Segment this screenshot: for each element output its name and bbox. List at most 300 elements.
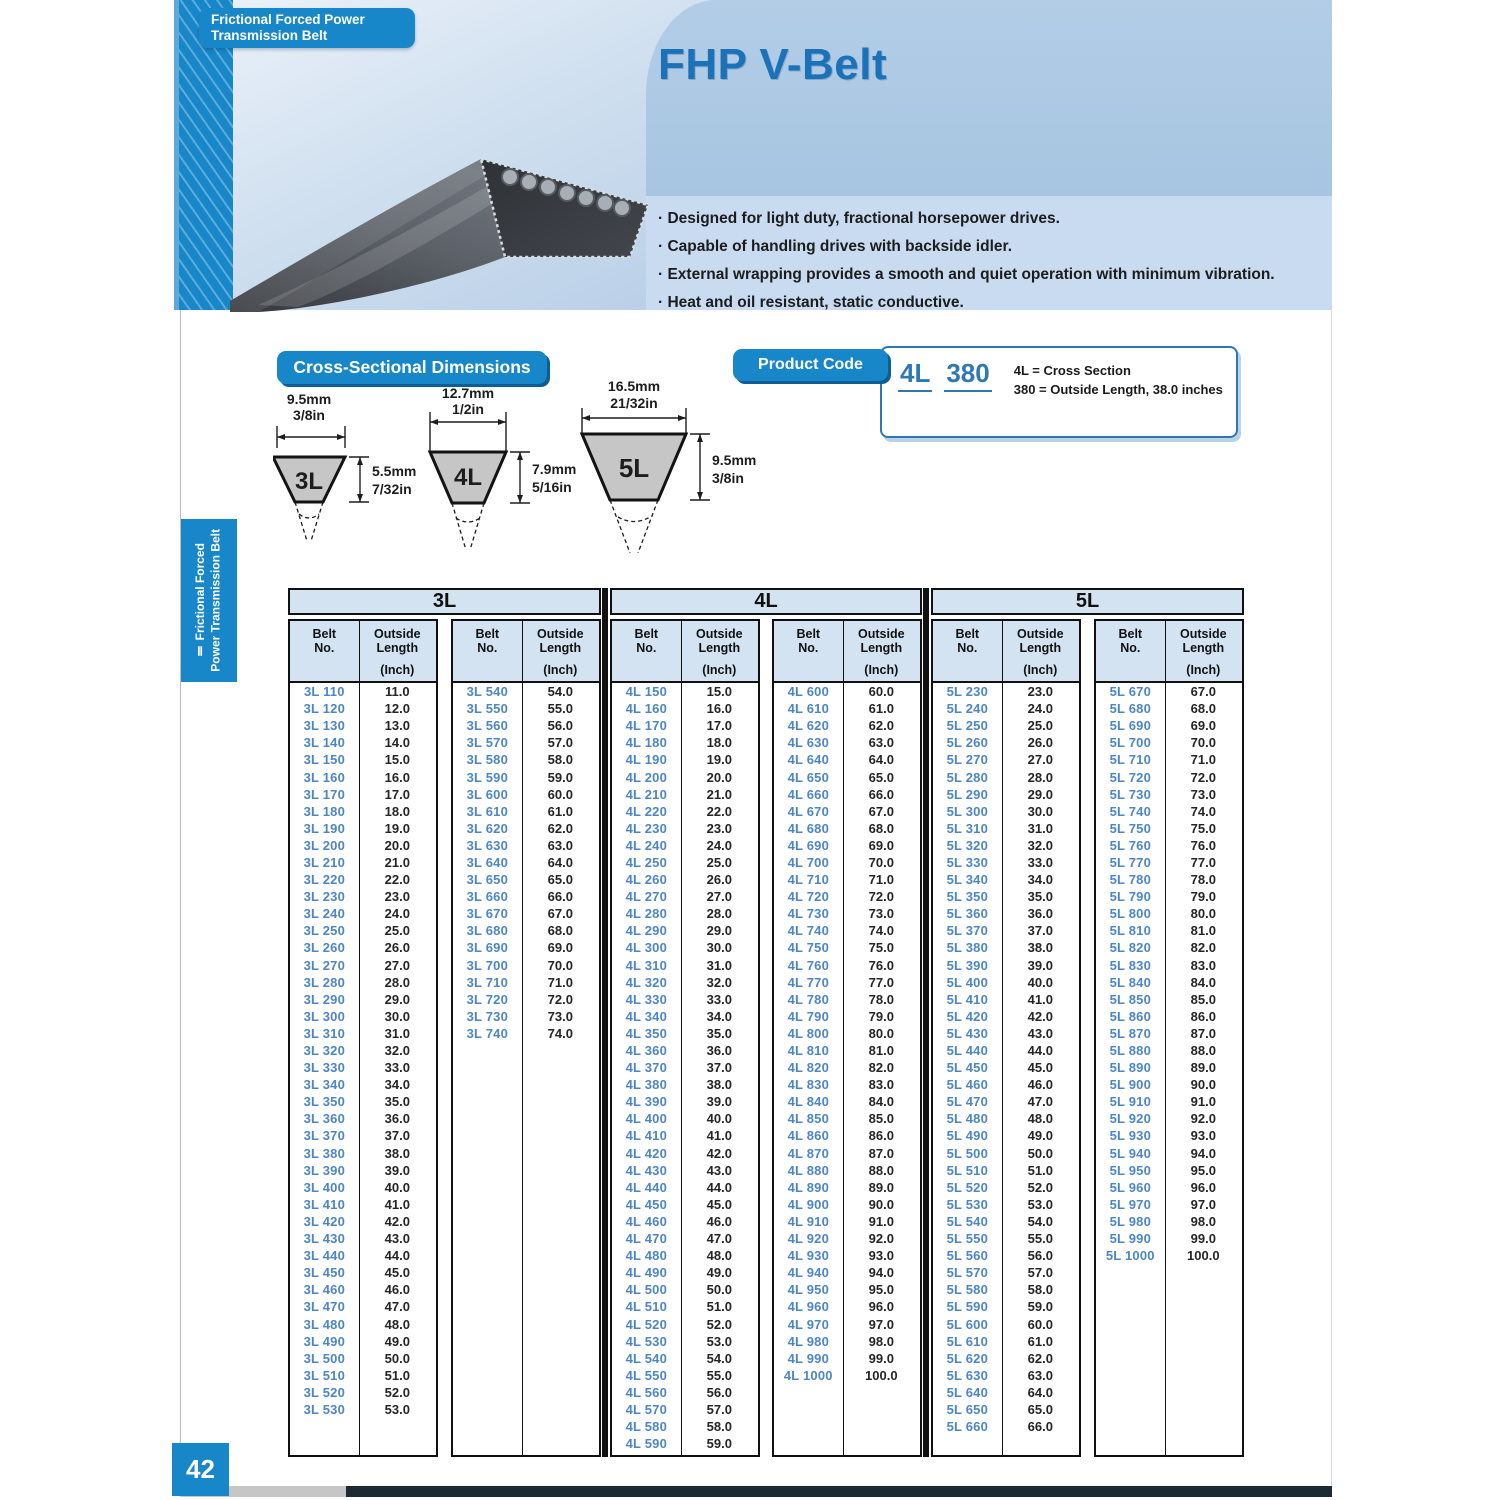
table-row bbox=[1096, 974, 1242, 991]
belt-no-cell: 5L 520 bbox=[946, 1179, 989, 1195]
outside-length-cell: 95.0 bbox=[868, 1282, 894, 1298]
belt-no-cell: 3L 320 bbox=[303, 1043, 346, 1059]
outside-length-cell: 92.0 bbox=[1190, 1111, 1216, 1127]
outside-length-cell: 47.0 bbox=[706, 1231, 732, 1247]
outside-length-cell: 21.0 bbox=[384, 854, 410, 870]
profile-label: 4L bbox=[453, 464, 483, 491]
page-title: FHP V-Belt bbox=[658, 40, 888, 89]
belt-no-cell: 4L 610 bbox=[787, 701, 830, 717]
table-row bbox=[774, 820, 920, 837]
belt-no-cell: 5L 600 bbox=[946, 1316, 989, 1332]
table-row bbox=[1096, 905, 1242, 922]
outside-length-cell: 33.0 bbox=[1027, 854, 1053, 870]
table-row bbox=[453, 717, 599, 734]
belt-no-cell: 5L 720 bbox=[1109, 769, 1152, 785]
belt-no-cell: 3L 640 bbox=[466, 854, 509, 870]
belt-no-cell: 3L 280 bbox=[303, 974, 346, 990]
outside-length-cell: 65.0 bbox=[1027, 1401, 1053, 1417]
belt-no-cell: 5L 860 bbox=[1109, 1008, 1152, 1024]
table-row bbox=[290, 1264, 436, 1281]
belt-no-cell: 3L 170 bbox=[303, 786, 346, 802]
belt-no-cell: 4L 250 bbox=[625, 854, 668, 870]
table-row bbox=[612, 1127, 758, 1144]
belt-no-cell: 4L 410 bbox=[625, 1128, 668, 1144]
belt-no-cell: 5L 660 bbox=[946, 1419, 989, 1435]
outside-length-cell: 84.0 bbox=[1190, 974, 1216, 990]
table-row bbox=[290, 1145, 436, 1162]
outside-length-cell: 45.0 bbox=[1027, 1060, 1053, 1076]
belt-no-cell: 3L 440 bbox=[303, 1248, 346, 1264]
table-row bbox=[774, 786, 920, 803]
belt-no-cell: 5L 250 bbox=[946, 718, 989, 734]
table-row bbox=[1096, 871, 1242, 888]
outside-length-cell: 66.0 bbox=[1027, 1419, 1053, 1435]
table-row bbox=[933, 1418, 1079, 1435]
outside-length-cell: 62.0 bbox=[868, 718, 894, 734]
width-mm-label: 12.7mm bbox=[441, 385, 495, 401]
feature-bullet: · Heat and oil resistant, static conductive. bbox=[658, 289, 1332, 317]
outside-length-cell: 78.0 bbox=[1190, 872, 1216, 888]
table-row bbox=[290, 1315, 436, 1332]
table-row bbox=[612, 1264, 758, 1281]
outside-length-cell: 85.0 bbox=[1190, 991, 1216, 1007]
table-row bbox=[933, 1384, 1079, 1401]
outside-length-cell: 90.0 bbox=[868, 1196, 894, 1212]
outside-length-cell: 58.0 bbox=[1027, 1282, 1053, 1298]
outside-length-cell: 30.0 bbox=[1027, 803, 1053, 819]
belt-no-cell: 5L 550 bbox=[946, 1231, 989, 1247]
table-row bbox=[774, 1162, 920, 1179]
table-row bbox=[290, 957, 436, 974]
table-row bbox=[774, 1127, 920, 1144]
outside-length-cell: 70.0 bbox=[547, 957, 573, 973]
table-row bbox=[612, 1196, 758, 1213]
table-row bbox=[933, 1110, 1079, 1127]
belt-no-cell: 4L 980 bbox=[787, 1333, 830, 1349]
column-divider bbox=[359, 621, 361, 1455]
table-row bbox=[612, 700, 758, 717]
product-code-legend bbox=[1014, 361, 1223, 399]
belt-no-cell: 4L 380 bbox=[625, 1077, 668, 1093]
outside-length-cell: 50.0 bbox=[1027, 1145, 1053, 1161]
width-in-label: 21/32in bbox=[610, 395, 658, 411]
outside-length-cell: 68.0 bbox=[547, 923, 573, 939]
outside-length-cell: 55.0 bbox=[1027, 1231, 1053, 1247]
table-row bbox=[612, 1145, 758, 1162]
cross-section-heading: Cross-Sectional Dimensions bbox=[277, 351, 547, 384]
table-row bbox=[612, 1247, 758, 1264]
belt-no-cell: 3L 630 bbox=[466, 837, 509, 853]
belt-no-cell: 4L 880 bbox=[787, 1162, 830, 1178]
outside-length-cell: 56.0 bbox=[706, 1384, 732, 1400]
outside-length-cell: 36.0 bbox=[384, 1111, 410, 1127]
belt-no-cell: 4L 190 bbox=[625, 752, 668, 768]
height-in-label: 3/8in bbox=[712, 470, 744, 486]
belt-no-cell: 3L 470 bbox=[303, 1299, 346, 1315]
table-row bbox=[612, 1350, 758, 1367]
table-row bbox=[290, 854, 436, 871]
belt-no-cell: 4L 310 bbox=[625, 957, 668, 973]
belt-no-cell: 5L 560 bbox=[946, 1248, 989, 1264]
belt-no-cell: 4L 470 bbox=[625, 1231, 668, 1247]
belt-no-cell: 5L 280 bbox=[946, 769, 989, 785]
table-row bbox=[1096, 957, 1242, 974]
belt-no-cell: 4L 890 bbox=[787, 1179, 830, 1195]
table-row bbox=[612, 1093, 758, 1110]
belt-no-cell: 4L 990 bbox=[787, 1350, 830, 1366]
belt-no-cell: 3L 610 bbox=[466, 803, 509, 819]
table-row bbox=[774, 1333, 920, 1350]
outside-length-cell: 77.0 bbox=[868, 974, 894, 990]
outside-length-cell: 27.0 bbox=[1027, 752, 1053, 768]
outside-length-cell: 41.0 bbox=[1027, 991, 1053, 1007]
belt-no-cell: 4L 760 bbox=[787, 957, 830, 973]
belt-no-cell: 5L 880 bbox=[1109, 1043, 1152, 1059]
outside-length-cell: 64.0 bbox=[1027, 1384, 1053, 1400]
outside-length-cell: 31.0 bbox=[706, 957, 732, 973]
table-row bbox=[774, 837, 920, 854]
table-row bbox=[933, 1179, 1079, 1196]
table-row bbox=[1096, 768, 1242, 785]
outside-length-cell: 81.0 bbox=[868, 1043, 894, 1059]
outside-length-cell: 86.0 bbox=[868, 1128, 894, 1144]
outside-length-cell: 59.0 bbox=[706, 1436, 732, 1452]
outside-length-cell: 97.0 bbox=[1190, 1196, 1216, 1212]
table-row bbox=[1096, 888, 1242, 905]
outside-length-cell: 43.0 bbox=[706, 1162, 732, 1178]
outside-length-cell: 51.0 bbox=[706, 1299, 732, 1315]
table-row bbox=[612, 939, 758, 956]
belt-no-cell: 4L 850 bbox=[787, 1111, 830, 1127]
outside-length-cell: 54.0 bbox=[1027, 1213, 1053, 1229]
table-row bbox=[1096, 939, 1242, 956]
belt-no-cell: 5L 230 bbox=[946, 684, 989, 700]
belt-no-cell: 5L 910 bbox=[1109, 1094, 1152, 1110]
table-row bbox=[290, 1127, 436, 1144]
belt-no-cell: 3L 710 bbox=[466, 974, 509, 990]
table-row bbox=[612, 1042, 758, 1059]
table-row bbox=[933, 1230, 1079, 1247]
belt-no-cell: 3L 360 bbox=[303, 1111, 346, 1127]
table-row bbox=[1096, 1059, 1242, 1076]
table-row bbox=[453, 905, 599, 922]
table-row bbox=[933, 991, 1079, 1008]
outside-length-cell: 86.0 bbox=[1190, 1008, 1216, 1024]
table-row bbox=[1096, 1247, 1242, 1264]
outside-length-cell: 99.0 bbox=[868, 1350, 894, 1366]
outside-length-cell: 88.0 bbox=[1190, 1043, 1216, 1059]
belt-no-cell: 5L 470 bbox=[946, 1094, 989, 1110]
outside-length-cell: 41.0 bbox=[384, 1196, 410, 1212]
belt-no-cell: 5L 430 bbox=[946, 1025, 989, 1041]
belt-no-cell: 3L 330 bbox=[303, 1060, 346, 1076]
belt-tables bbox=[288, 588, 1244, 1457]
outside-length-cell: 18.0 bbox=[384, 803, 410, 819]
outside-length-cell: 29.0 bbox=[384, 991, 410, 1007]
belt-no-cell: 5L 790 bbox=[1109, 889, 1152, 905]
width-mm-label: 9.5mm bbox=[286, 391, 332, 407]
outside-length-cell: 79.0 bbox=[868, 1008, 894, 1024]
outside-length-cell: 28.0 bbox=[1027, 769, 1053, 785]
subtable-4l-1 bbox=[610, 619, 760, 1457]
table-row bbox=[453, 768, 599, 785]
table-row bbox=[612, 974, 758, 991]
outside-length-cell: 55.0 bbox=[547, 701, 573, 717]
belt-no-cell: 4L 830 bbox=[787, 1077, 830, 1093]
belt-no-cell: 3L 290 bbox=[303, 991, 346, 1007]
belt-no-cell: 5L 890 bbox=[1109, 1060, 1152, 1076]
outside-length-cell: 43.0 bbox=[1027, 1025, 1053, 1041]
table-row bbox=[933, 1264, 1079, 1281]
belt-no-cell: 4L 360 bbox=[625, 1043, 668, 1059]
outside-length-cell: 91.0 bbox=[868, 1213, 894, 1229]
belt-no-cell: 4L 340 bbox=[625, 1008, 668, 1024]
belt-no-cell: 5L 670 bbox=[1109, 684, 1152, 700]
belt-no-cell: 4L 860 bbox=[787, 1128, 830, 1144]
belt-no-cell: 4L 440 bbox=[625, 1179, 668, 1195]
table-row bbox=[612, 717, 758, 734]
table-row bbox=[453, 751, 599, 768]
outside-length-cell: 34.0 bbox=[1027, 872, 1053, 888]
outside-length-cell: 69.0 bbox=[547, 940, 573, 956]
belt-no-cell: 3L 230 bbox=[303, 889, 346, 905]
outside-length-cell: 22.0 bbox=[384, 872, 410, 888]
belt-no-cell: 3L 480 bbox=[303, 1316, 346, 1332]
belt-no-cell: 4L 910 bbox=[787, 1213, 830, 1229]
outside-length-cell: 19.0 bbox=[384, 820, 410, 836]
width-in-label: 3/8in bbox=[293, 407, 325, 423]
belt-no-cell: 4L 300 bbox=[625, 940, 668, 956]
belt-no-cell: 3L 420 bbox=[303, 1213, 346, 1229]
outside-length-cell: 71.0 bbox=[547, 974, 573, 990]
belt-no-cell: 4L 950 bbox=[787, 1282, 830, 1298]
table-row bbox=[453, 683, 599, 700]
height-mm-label: 5.5mm bbox=[372, 463, 417, 479]
table-row bbox=[612, 1367, 758, 1384]
belt-no-cell: 4L 920 bbox=[787, 1231, 830, 1247]
outside-length-cell: 17.0 bbox=[706, 718, 732, 734]
belt-no-cell: 5L 300 bbox=[946, 803, 989, 819]
table-row bbox=[453, 854, 599, 871]
outside-length-cell: 24.0 bbox=[384, 906, 410, 922]
outside-length-cell: 95.0 bbox=[1190, 1162, 1216, 1178]
outside-length-cell: 42.0 bbox=[1027, 1008, 1053, 1024]
outside-length-cell: 89.0 bbox=[868, 1179, 894, 1195]
table-row bbox=[290, 1179, 436, 1196]
table-row bbox=[453, 1025, 599, 1042]
table-row bbox=[933, 700, 1079, 717]
outside-length-cell: 63.0 bbox=[1027, 1367, 1053, 1383]
table-row bbox=[612, 734, 758, 751]
outside-length-cell: 49.0 bbox=[1027, 1128, 1053, 1144]
belt-no-cell: 3L 310 bbox=[303, 1025, 346, 1041]
subtable-3l-1 bbox=[288, 619, 438, 1457]
subtable-data bbox=[453, 683, 599, 1042]
belt-no-cell: 4L 660 bbox=[787, 786, 830, 802]
table-row bbox=[612, 957, 758, 974]
outside-length-cell: 26.0 bbox=[384, 940, 410, 956]
table-row bbox=[933, 905, 1079, 922]
table-row bbox=[933, 1008, 1079, 1025]
table-row bbox=[290, 905, 436, 922]
belt-no-cell: 5L 400 bbox=[946, 974, 989, 990]
table-row bbox=[933, 1042, 1079, 1059]
table-row bbox=[774, 1264, 920, 1281]
table-row bbox=[1096, 683, 1242, 700]
outside-length-cell: 96.0 bbox=[1190, 1179, 1216, 1195]
table-row bbox=[774, 683, 920, 700]
table-row bbox=[612, 854, 758, 871]
outside-length-cell: 44.0 bbox=[1027, 1043, 1053, 1059]
outside-length-cell: 20.0 bbox=[706, 769, 732, 785]
page-right-edge bbox=[1331, 310, 1332, 1486]
belt-no-cell: 4L 390 bbox=[625, 1094, 668, 1110]
belt-no-cell: 3L 690 bbox=[466, 940, 509, 956]
belt-no-cell: 4L 500 bbox=[625, 1282, 668, 1298]
outside-length-cell: 82.0 bbox=[1190, 940, 1216, 956]
outside-length-cell: 96.0 bbox=[868, 1299, 894, 1315]
outside-length-cell: 29.0 bbox=[1027, 786, 1053, 802]
belt-no-cell: 3L 540 bbox=[466, 684, 509, 700]
chapter-tab-line2: Power Transmission Belt bbox=[209, 529, 223, 672]
belt-no-cell: 5L 380 bbox=[946, 940, 989, 956]
outside-length-cell: 50.0 bbox=[706, 1282, 732, 1298]
outside-length-cell: 26.0 bbox=[706, 872, 732, 888]
table-row bbox=[612, 786, 758, 803]
belt-no-cell: 5L 740 bbox=[1109, 803, 1152, 819]
group-divider bbox=[923, 588, 929, 1457]
column-divider bbox=[1165, 621, 1167, 1455]
table-row bbox=[774, 871, 920, 888]
outside-length-cell: 66.0 bbox=[547, 889, 573, 905]
outside-length-cell: 19.0 bbox=[706, 752, 732, 768]
belt-no-cell: 4L 740 bbox=[787, 923, 830, 939]
belt-no-cell: 4L 540 bbox=[625, 1350, 668, 1366]
table-group-5l bbox=[931, 588, 1244, 1457]
table-row bbox=[774, 1230, 920, 1247]
table-row bbox=[774, 1179, 920, 1196]
outside-length-cell: 21.0 bbox=[706, 786, 732, 802]
column-divider bbox=[1002, 621, 1004, 1455]
belt-no-cell: 5L 950 bbox=[1109, 1162, 1152, 1178]
subtable-5l-2 bbox=[1094, 619, 1244, 1457]
belt-no-cell: 3L 180 bbox=[303, 803, 346, 819]
outside-length-cell: 16.0 bbox=[706, 701, 732, 717]
outside-length-cell: 34.0 bbox=[384, 1077, 410, 1093]
outside-length-cell: 32.0 bbox=[706, 974, 732, 990]
outside-length-cell: 79.0 bbox=[1190, 889, 1216, 905]
table-row bbox=[290, 683, 436, 700]
table-row bbox=[1096, 1162, 1242, 1179]
table-row bbox=[774, 1281, 920, 1298]
outside-length-cell: 80.0 bbox=[1190, 906, 1216, 922]
belt-no-cell: 5L 960 bbox=[1109, 1179, 1152, 1195]
table-row bbox=[933, 1196, 1079, 1213]
belt-no-cell: 4L 840 bbox=[787, 1094, 830, 1110]
belt-no-cell: 3L 400 bbox=[303, 1179, 346, 1195]
outside-length-cell: 44.0 bbox=[384, 1248, 410, 1264]
table-row bbox=[453, 888, 599, 905]
belt-no-cell: 3L 200 bbox=[303, 837, 346, 853]
table-row bbox=[933, 1025, 1079, 1042]
belt-no-cell: 4L 450 bbox=[625, 1196, 668, 1212]
table-row bbox=[1096, 1230, 1242, 1247]
chapter-tab-text bbox=[193, 529, 224, 672]
table-row bbox=[933, 717, 1079, 734]
table-row bbox=[290, 751, 436, 768]
subtable-3l-2 bbox=[451, 619, 601, 1457]
outside-length-cell: 70.0 bbox=[868, 854, 894, 870]
table-row bbox=[453, 871, 599, 888]
outside-length-cell: 74.0 bbox=[868, 923, 894, 939]
product-code-box bbox=[880, 346, 1238, 438]
belt-no-cell: 3L 450 bbox=[303, 1265, 346, 1281]
outside-length-cell: 72.0 bbox=[868, 889, 894, 905]
outside-length-cell: 73.0 bbox=[868, 906, 894, 922]
outside-length-cell: 72.0 bbox=[1190, 769, 1216, 785]
outside-length-cell: 61.0 bbox=[1027, 1333, 1053, 1349]
belt-no-cell: 3L 120 bbox=[303, 701, 346, 717]
outside-length-cell: 38.0 bbox=[706, 1077, 732, 1093]
feature-bullet: · Capable of handling drives with backside idler. bbox=[658, 233, 1332, 261]
belt-no-cell: 5L 260 bbox=[946, 735, 989, 751]
outside-length-cell: 49.0 bbox=[384, 1333, 410, 1349]
belt-no-cell: 5L 970 bbox=[1109, 1196, 1152, 1212]
outside-length-cell: 14.0 bbox=[384, 735, 410, 751]
belt-no-cell: 4L 460 bbox=[625, 1213, 668, 1229]
belt-no-cell: 5L 530 bbox=[946, 1196, 989, 1212]
outside-length-cell: 43.0 bbox=[384, 1231, 410, 1247]
table-row bbox=[612, 1025, 758, 1042]
table-row bbox=[774, 888, 920, 905]
belt-no-cell: 4L 430 bbox=[625, 1162, 668, 1178]
table-row bbox=[612, 991, 758, 1008]
table-row bbox=[933, 1247, 1079, 1264]
table-row bbox=[453, 734, 599, 751]
outside-length-cell: 94.0 bbox=[868, 1265, 894, 1281]
subtable-data bbox=[290, 683, 436, 1418]
table-row bbox=[290, 1298, 436, 1315]
outside-length-cell: 90.0 bbox=[1190, 1077, 1216, 1093]
belt-no-cell: 4L 220 bbox=[625, 803, 668, 819]
belt-no-cell: 4L 160 bbox=[625, 701, 668, 717]
table-row bbox=[290, 803, 436, 820]
product-code-length: 380 bbox=[944, 358, 991, 392]
outside-length-cell: 15.0 bbox=[384, 752, 410, 768]
table-row bbox=[933, 1213, 1079, 1230]
table-row bbox=[612, 905, 758, 922]
belt-no-cell: 3L 590 bbox=[466, 769, 509, 785]
belt-no-cell: 3L 660 bbox=[466, 889, 509, 905]
outside-length-cell: 69.0 bbox=[868, 837, 894, 853]
belt-no-cell: 4L 280 bbox=[625, 906, 668, 922]
belt-no-cell: 4L 650 bbox=[787, 769, 830, 785]
belt-no-cell: 5L 920 bbox=[1109, 1111, 1152, 1127]
belt-no-cell: 3L 340 bbox=[303, 1077, 346, 1093]
table-row bbox=[612, 837, 758, 854]
outside-length-cell: 74.0 bbox=[547, 1025, 573, 1041]
table-row bbox=[933, 888, 1079, 905]
outside-length-cell: 44.0 bbox=[706, 1179, 732, 1195]
outside-length-cell: 15.0 bbox=[706, 684, 732, 700]
feature-bullet: · External wrapping provides a smooth and quiet operation with minimum vibration. bbox=[658, 261, 1332, 289]
belt-no-cell: 3L 490 bbox=[303, 1333, 346, 1349]
table-row bbox=[290, 888, 436, 905]
outside-length-cell: 54.0 bbox=[547, 684, 573, 700]
table-row bbox=[933, 683, 1079, 700]
outside-length-cell: 85.0 bbox=[868, 1111, 894, 1127]
belt-no-cell: 5L 240 bbox=[946, 701, 989, 717]
